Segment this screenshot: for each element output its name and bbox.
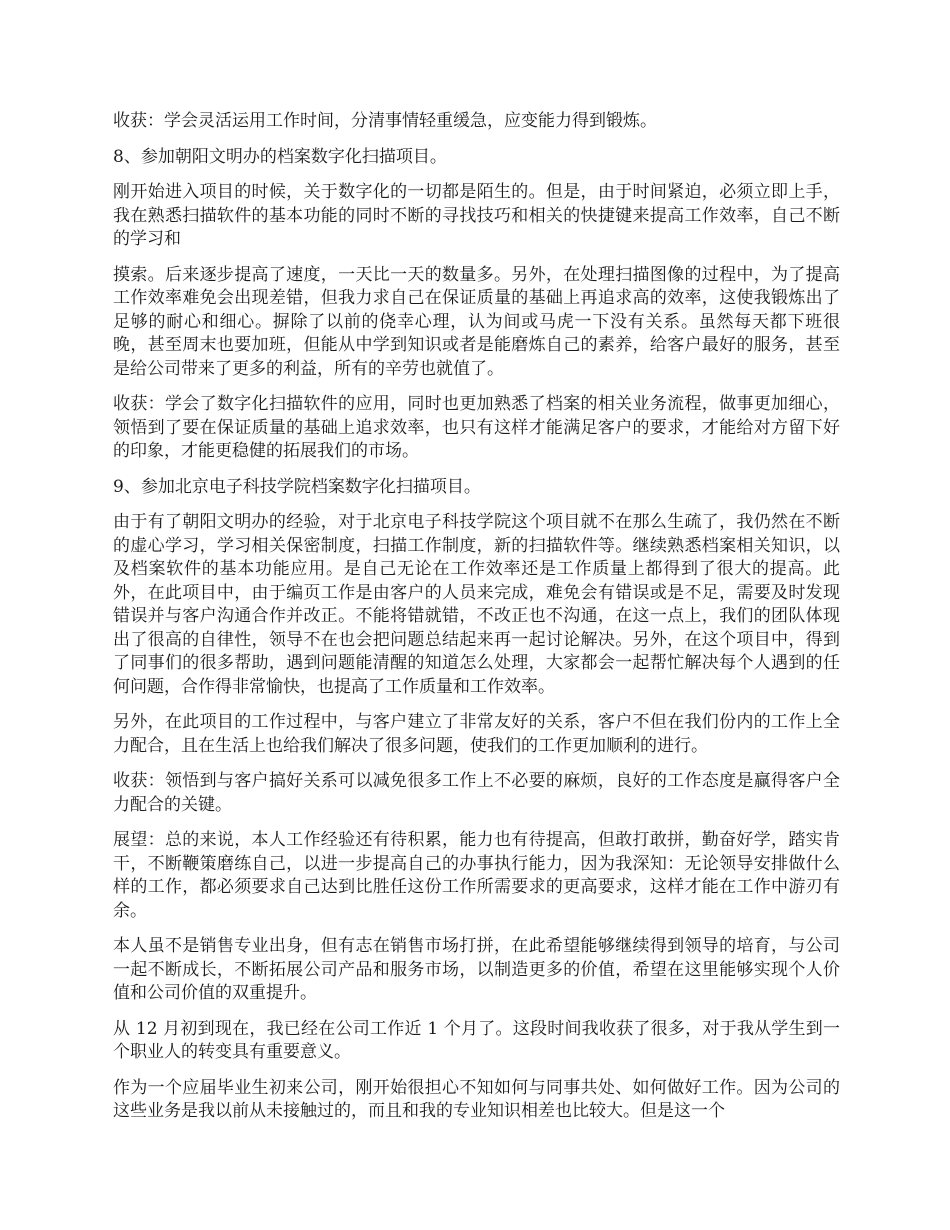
paragraph-harvest-client: 收获：领悟到与客户搞好关系可以减免很多工作上不必要的麻烦，良好的工作态度是赢得客户全力配合的关键。 <box>113 771 840 815</box>
paragraph-one-month: 从 12 月初到现在，我已经在公司工作近 1 个月了。这段时间我收获了很多，对于我从学生到一个职业人的转变具有重要意义。 <box>113 1018 840 1062</box>
paragraph-sales-aspiration: 本人虽不是销售专业出身，但有志在销售市场打拼，在此希望能够继续得到领导的培育，与公司一起不断成长，不断拓展公司产品和服务市场，以制造更多的价值，希望在这里能够实现个人价值和公司价值的双重提升。 <box>113 936 840 1003</box>
paragraph-heading-item-9: 9、参加北京电子科技学院档案数字化扫描项目。 <box>113 476 481 497</box>
paragraph-project-start: 刚开始进入项目的时候，关于数字化的一切都是陌生的。但是，由于时间紧迫，必须立即上手，我在熟悉扫描软件的基本功能的同时不断的寻找技巧和相关的快捷键来提高工作效率，自己不断的学习和 <box>113 182 840 249</box>
document-page <box>113 110 840 1136</box>
paragraph-outlook: 展望：总的来说，本人工作经验还有待积累，能力也有待提高，但敢打敢拼，勤奋好学，踏实肯干，不断鞭策磨练自己，以进一步提高自己的办事执行能力，因为我深知：无论领导安排做什么样的工作，都必须要求自己达到比胜任这份工作所需要求的更高要求，这样才能在工作中游刃有余。 <box>113 830 840 921</box>
paragraph-explore: 摸索。后来逐步提高了速度，一天比一天的数量多。另外，在处理扫描图像的过程中，为了提高工作效率难免会出现差错，但我力求自己在保证质量的基础上再追求高的效率，这使我锻炼出了足够的耐心和细心。摒除了以前的侥幸心理，认为间或马虎一下没有关系。虽然每天都下班很晚，甚至周末也要加班，但能从中学到知识或者是能磨炼自己的素养，给客户最好的服务，甚至是给公司带来了更多的利益，所有的辛劳也就值了。 <box>113 264 840 379</box>
paragraph-heading-item-8: 8、参加朝阳文明办的档案数字化扫描项目。 <box>113 146 447 167</box>
paragraph-harvest-scanning: 收获：学会了数字化扫描软件的应用，同时也更加熟悉了档案的相关业务流程，做事更加细心，领悟到了要在保证质量的基础上追求效率，也只有这样才能满足客户的要求，才能给对方留下好的印象，才能更稳健的拓展我们的市场。 <box>113 394 840 461</box>
paragraph-client-relation: 另外，在此项目的工作过程中，与客户建立了非常友好的关系，客户不但在我们份内的工作上全力配合，且在生活上也给我们解决了很多问题，使我们的工作更加顺利的进行。 <box>113 712 840 756</box>
paragraph-new-graduate: 作为一个应届毕业生初来公司，刚开始很担心不知如何与同事共处、如何做好工作。因为公司的这些业务是我以前从未接触过的，而且和我的专业知识相差也比较大。但是这一个 <box>113 1077 840 1121</box>
paragraph-harvest-time: 收获：学会灵活运用工作时间，分清事情轻重缓急，应变能力得到锻炼。 <box>113 111 657 131</box>
paragraph-beijing-project: 由于有了朝阳文明办的经验，对于北京电子科技学院这个项目就不在那么生疏了，我仍然在不断的虚心学习，学习相关保密制度，扫描工作制度，新的扫描软件等。继续熟悉档案相关知识，以及档案软件的基本功能应用。是自己无论在工作效率还是工作质量上都得到了很大的提高。此外，在此项目中，由于编页工作是由客户的人员来完成，难免会有错误或是不足，需要及时发现错误并与客户沟通合作并改正。不能将错就错，不改正也不沟通，在这一点上，我们的团队体现出了很高的自律性，领导不在也会把问题总结起来再一起讨论解决。另外，在这个项目中，得到了同事们的很多帮助，遇到问题能清醒的知道怎么处理，大家都会一起帮忙解决每个人遇到的任何问题，合作得非常愉快，也提高了工作质量和工作效率。 <box>113 512 840 697</box>
